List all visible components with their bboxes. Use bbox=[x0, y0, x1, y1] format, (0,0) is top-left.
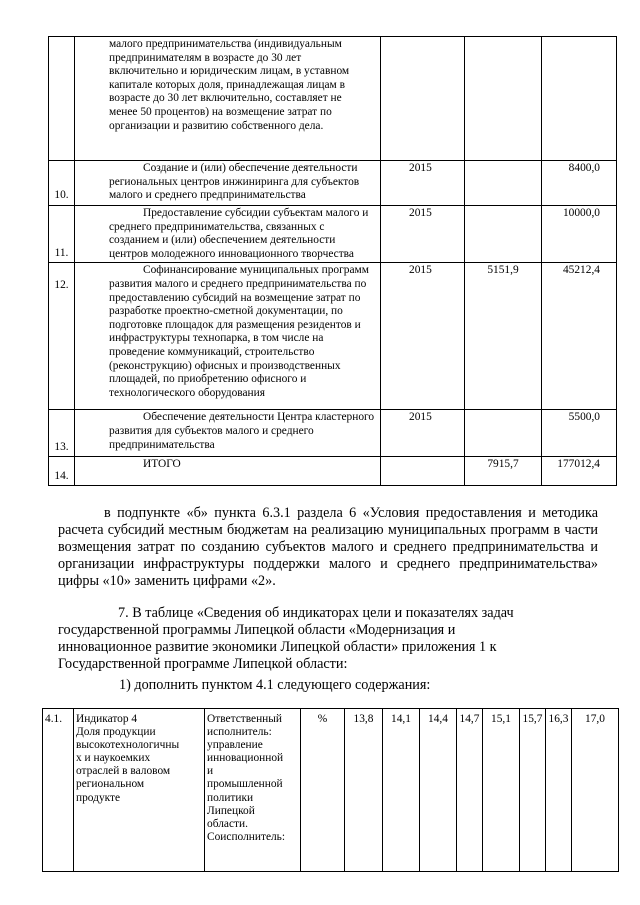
row-year bbox=[381, 37, 465, 161]
indicator-value: 16,3 bbox=[546, 709, 572, 872]
table-row bbox=[49, 263, 617, 410]
row-text: Обеспечение деятельности Центра кластерного развития для субъектов малого и среднего предпринимательства bbox=[75, 410, 381, 457]
indicator-value: 14,4 bbox=[420, 709, 457, 872]
indicator-number: 4.1. bbox=[43, 709, 74, 872]
row-number: 13. bbox=[49, 410, 75, 457]
row-value-1 bbox=[465, 410, 542, 457]
row-text: Создание и (или) обеспечение деятельности региональных центров инжиниринга для субъектов малого и среднего предпринимательства bbox=[75, 161, 381, 206]
row-value-2: 5500,0 bbox=[542, 410, 617, 457]
row-text: малого предпринимательства (индивидуальным предпринимателям в возрасте до 30 лет включительно и юридическим лицам, в уставном капитале которых доля, принадлежащая лицам в возрасте до 30 лет включительно, составляет не менее 50 процентов) на возмещение затрат по организации и развитию собственного дела. bbox=[75, 37, 381, 161]
table-row bbox=[43, 709, 619, 872]
table-row bbox=[49, 37, 617, 161]
indicator-value: 15,7 bbox=[520, 709, 546, 872]
indicator-value: 13,8 bbox=[345, 709, 383, 872]
row-value-1 bbox=[465, 37, 542, 161]
unit: % bbox=[301, 709, 345, 872]
row-value-1: 5151,9 bbox=[465, 263, 542, 410]
indicator-value: 14,7 bbox=[457, 709, 483, 872]
row-text: ИТОГО bbox=[75, 457, 381, 486]
table-row bbox=[49, 410, 617, 457]
table-row bbox=[49, 206, 617, 263]
row-value-2: 45212,4 bbox=[542, 263, 617, 410]
row-value-1: 7915,7 bbox=[465, 457, 542, 486]
row-value-2: 8400,0 bbox=[542, 161, 617, 206]
row-value-1 bbox=[465, 161, 542, 206]
row-value-1 bbox=[465, 206, 542, 263]
row-number: 11. bbox=[49, 206, 75, 263]
measures-table bbox=[48, 36, 617, 486]
addition-instruction: 1) дополнить пунктом 4.1 следующего содержания: bbox=[119, 677, 431, 693]
row-number bbox=[49, 37, 75, 161]
row-text: Софинансирование муниципальных программ развития малого и среднего предпринимательства по предоставлению субсидий на возмещение затрат по разработке проектно-сметной документации, по подготовке площадок для размещения резидентов и инфраструктуры технопарка, в том числе на проведение коммуникаций, строительство (реконструкцию) офисных и производственных площадей, по приобретению офисного и технологического оборудования bbox=[75, 263, 381, 410]
row-year: 2015 bbox=[381, 410, 465, 457]
row-number: 12. bbox=[49, 263, 75, 410]
row-value-2: 10000,0 bbox=[542, 206, 617, 263]
row-year: 2015 bbox=[381, 206, 465, 263]
indicator-table bbox=[42, 708, 619, 872]
table-row bbox=[49, 457, 617, 486]
row-number: 10. bbox=[49, 161, 75, 206]
indicator-value: 17,0 bbox=[572, 709, 619, 872]
row-year: 2015 bbox=[381, 161, 465, 206]
table-reference-paragraph: 7. В таблице «Сведения об индикаторах цели и показателях задач государственной программы Липецкой области «Модернизация и инновационное развитие экономики Липецкой области» приложения 1 к Государственной программе Липецкой области: bbox=[58, 605, 514, 673]
amendment-paragraph: в подпункте «б» пункта 6.3.1 раздела 6 «Условия предоставления и методика расчета субсидий местным бюджетам на реализацию муниципальных программ в части возмещения затрат по созданию субъектов малого и среднего предпринимательства и организации инфраструктуры поддержки малого и среднего предпринимательства» цифры «10» заменить цифрами «2». bbox=[58, 505, 598, 590]
row-year: 2015 bbox=[381, 263, 465, 410]
indicator-name: Индикатор 4 Доля продукции высокотехнологичны х и наукоемких отраслей в валовом региональном продукте bbox=[74, 709, 205, 872]
responsible-executor: Ответственный исполнитель: управление инновационной и промышленной политики Липецкой области. Соисполнитель: bbox=[205, 709, 301, 872]
row-value-2 bbox=[542, 37, 617, 161]
indicator-value: 14,1 bbox=[383, 709, 420, 872]
row-year bbox=[381, 457, 465, 486]
indicator-value: 15,1 bbox=[483, 709, 520, 872]
row-number: 14. bbox=[49, 457, 75, 486]
row-value-2: 177012,4 bbox=[542, 457, 617, 486]
row-text: Предоставление субсидии субъектам малого и среднего предпринимательства, связанных с созданием и (или) обеспечением деятельности центров молодежного инновационного творчества bbox=[75, 206, 381, 263]
table-row bbox=[49, 161, 617, 206]
